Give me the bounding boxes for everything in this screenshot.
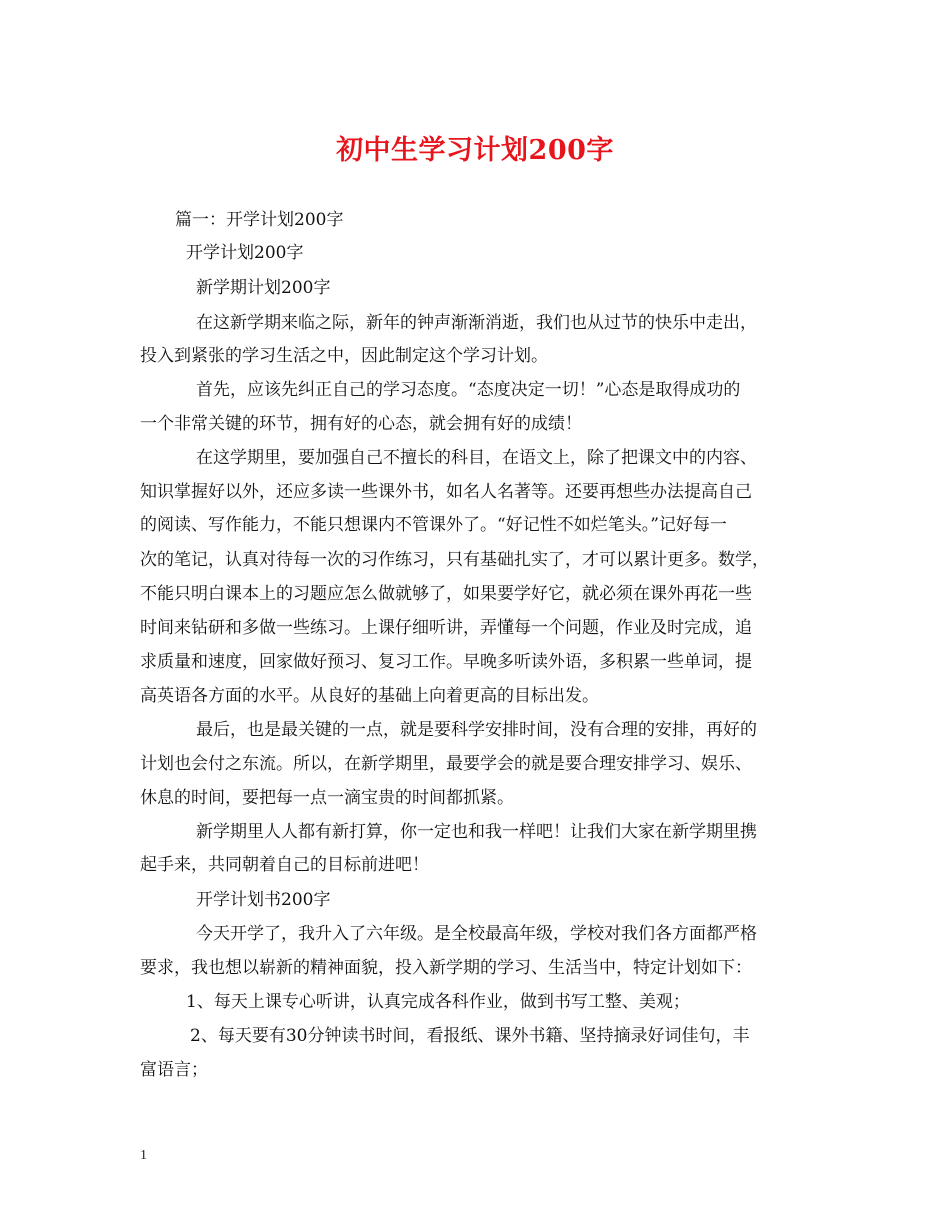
text-line: 一个非常关键的环节，拥有好的心态，就会拥有好的成绩！: [140, 414, 582, 434]
text-line: 的阅读、写作能力，不能只想课内不管课外了。“好记性不如烂笔头。”记好每一: [140, 515, 727, 535]
text-line: 在这学期里，要加强自己不擅长的科目，在语文上，除了把课文中的内容、: [196, 448, 757, 468]
document-title: 初中生学习计划200字: [336, 135, 614, 166]
text-line: 知识掌握好以外，还应多读一些课外书，如名人名著等。还要再想些办法提高自己: [140, 482, 752, 502]
text-line: 投入到紧张的学习生活之中，因此制定这个学习计划。: [140, 346, 548, 366]
text-line: 求质量和速度，回家做好预习、复习工作。早晚多听读外语，多积累一些单词，提: [140, 652, 752, 672]
page-number: 1: [140, 1148, 147, 1163]
text-line: 起手来，共同朝着自己的目标前进吧！: [140, 855, 429, 875]
text-line: 时间来钻研和多做一些练习。上课仔细听讲，弄懂每一个问题，作业及时完成，追: [140, 618, 752, 638]
text-line: 高英语各方面的水平。从良好的基础上向着更高的目标出发。: [140, 686, 599, 706]
text-line: 次的笔记，认真对待每一次的习作练习，只有基础扎实了，才可以累计更多。数学，: [140, 550, 769, 570]
text-line: 开学计划书200字: [196, 890, 331, 910]
text-line: 新学期里人人都有新打算，你一定也和我一样吧！让我们大家在新学期里携: [196, 822, 757, 842]
text-line: 1、每天上课专心听讲，认真完成各科作业，做到书写工整、美观；: [186, 992, 690, 1012]
text-line: 计划也会付之东流。所以，在新学期里，最要学会的就是要合理安排学习、娱乐、: [140, 754, 752, 774]
text-line: 在这新学期来临之际，新年的钟声渐渐消逝，我们也从过节的快乐中走出，: [196, 313, 757, 333]
text-line: 新学期计划200字: [196, 278, 331, 298]
text-line: 要求，我也想以崭新的精神面貌，投入新学期的学习、生活当中，特定计划如下：: [140, 958, 752, 978]
text-line: 最后，也是最关键的一点，就是要科学安排时间，没有合理的安排，再好的: [196, 720, 757, 740]
text-line: 篇一：开学计划200字: [175, 210, 344, 230]
text-line: 富语言；: [140, 1060, 208, 1080]
text-line: 不能只明白课本上的习题应怎么做就够了，如果要学好它，就必须在课外再花一些: [140, 584, 752, 604]
text-line: 2、每天要有30分钟读书时间，看报纸、课外书籍、坚持摘录好词佳句，丰: [190, 1026, 750, 1046]
text-line: 开学计划200字: [186, 243, 304, 263]
text-line: 休息的时间，要把每一点一滴宝贵的时间都抓紧。: [140, 788, 514, 808]
text-line: 首先，应该先纠正自己的学习态度。“态度决定一切！”心态是取得成功的: [196, 380, 741, 400]
text-line: 今天开学了，我升入了六年级。是全校最高年级，学校对我们各方面都严格: [196, 924, 757, 944]
